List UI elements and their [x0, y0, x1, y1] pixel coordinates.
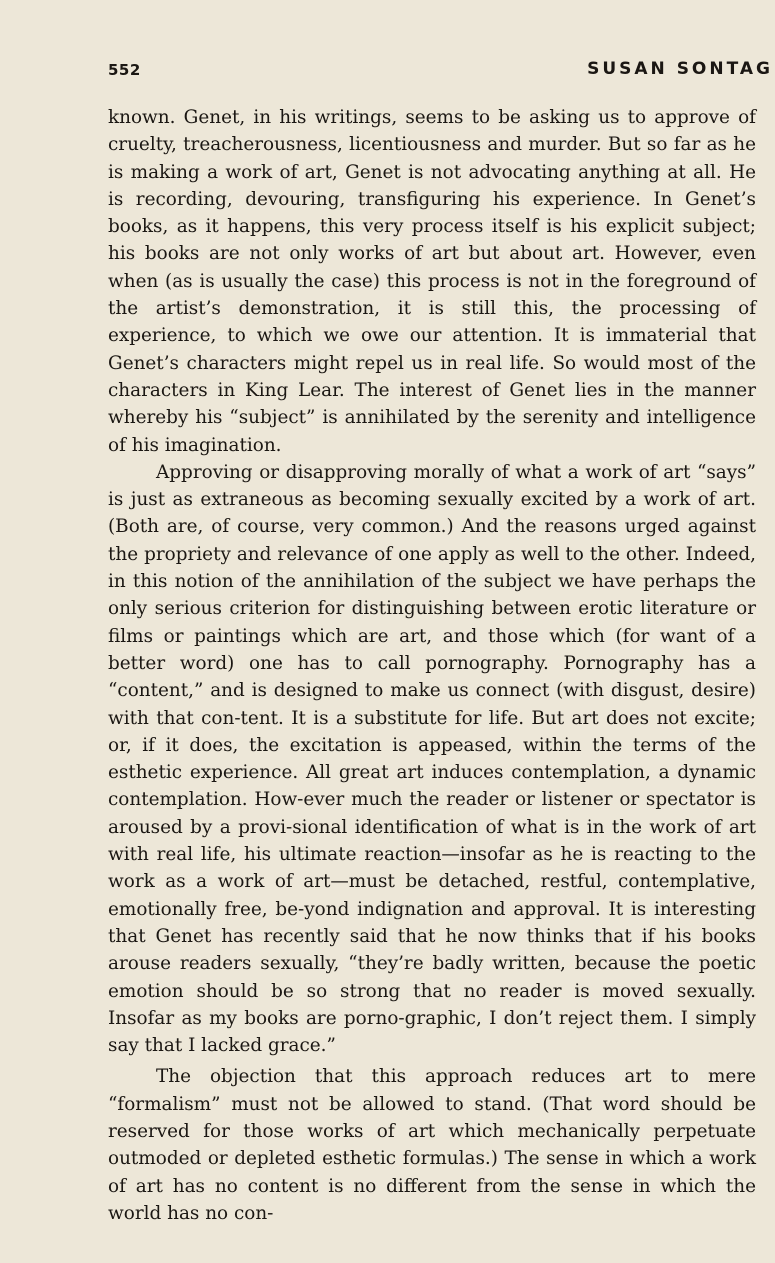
body-text: [108, 104, 756, 1227]
paragraph-formalism-objection: The objection that this approach reduces art to mere “formalism” must not be allowed to stand. (That word should be reserved for those works of art which mechanically perpetuate outmoded or depleted esthetic formulas.) The sense in which a work of art has no content is no different from the sense in which the world has no con-: [108, 1066, 756, 1224]
running-head-author: SUSAN SONTAG: [587, 59, 773, 79]
paragraph-genet: known. Genet, in his writings, seems to be asking us to approve of cruelty, treacherousness, licentiousness and murder. But so far as he is making a work of art, Genet is not advocating anything at all. He is recording, devouring, transfiguring his experience. In Genet’s books, as it happens, this very process itself is his explicit subject; his books are not only works of art but about art. However, even when (as is usually the case) this process is not in the foreground of the artist’s demonstration, it is still this, the processing of experience, to which we owe our attention. It is immaterial that Genet’s characters might repel us in real life. So would most of the characters in King Lear. The interest of Genet lies in the manner whereby his “subject” is annihilated by the serenity and intelligence of his imagination.: [108, 107, 756, 456]
paragraph-approving-morally: Approving or disapproving morally of what a work of art “says” is just as extraneous as becoming sexually excited by a work of art. (Both are, of course, very common.) And the reasons urged against the propriety and relevance of one apply as well to the other. Indeed, in this notion of the annihilation of the subject we have perhaps the only serious criterion for distinguishing between erotic literature or films or paintings which are art, and those which (for want of a better word) one has to call pornography. Pornography has a “content,” and is designed to make us connect (with disgust, desire) with that con-tent. It is a substitute for life. But art does not excite; or, if it does, the excitation is appeased, within the terms of the esthetic experience. All great art induces contemplation, a dynamic contemplation. How-ever much the reader or listener or spectator is aroused by a provi-sional identification of what is in the work of art with real life, his ultimate reaction—insofar as he is reacting to the work as a work of art—must be detached, restful, contemplative, emotionally free, be-yond indignation and approval. It is interesting that Genet has recently said that he now thinks that if his books arouse readers sexually, “they’re badly written, because the poetic emotion should be so strong that no reader is moved sexually. Insofar as my books are porno-graphic, I don’t reject them. I simply say that I lacked grace.”: [108, 461, 756, 1057]
page-number: 552: [108, 61, 141, 79]
